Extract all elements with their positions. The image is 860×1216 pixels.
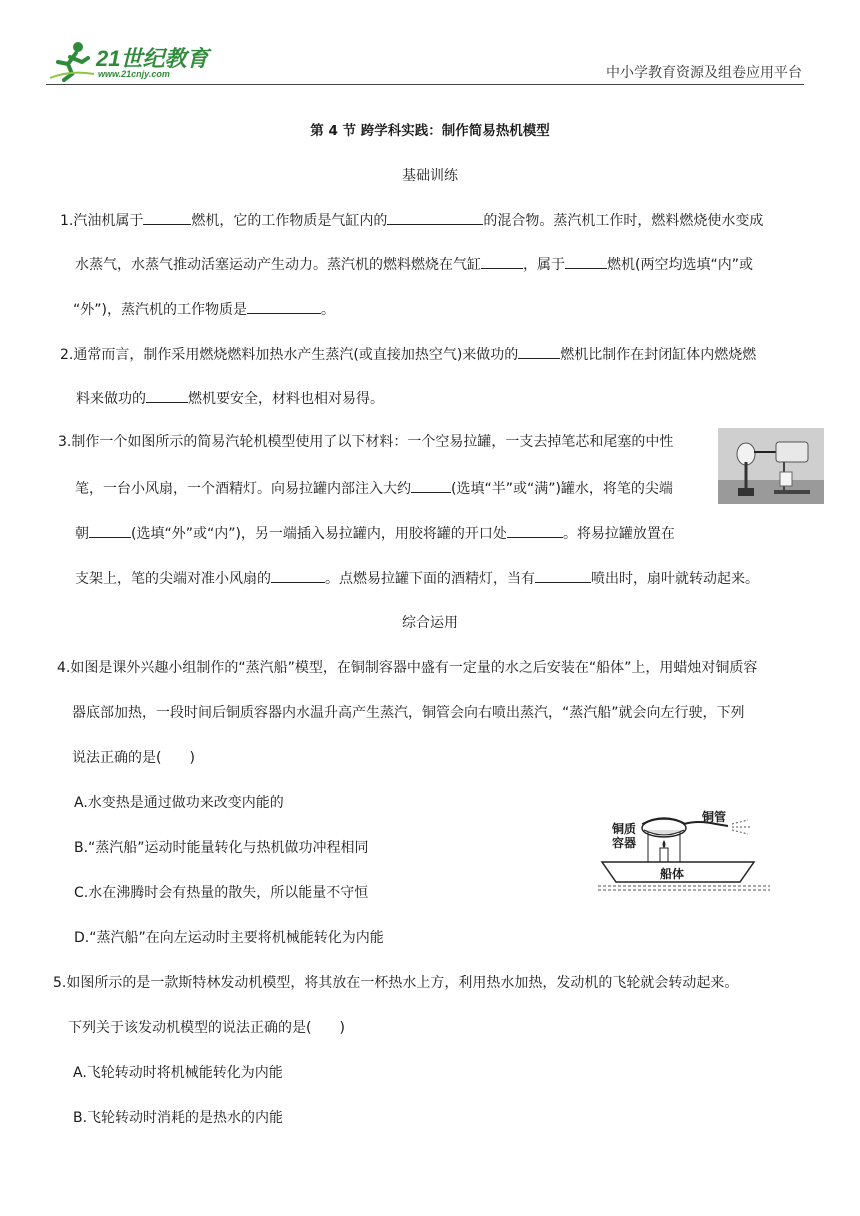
steam-boat-figure xyxy=(598,802,770,898)
q3-text: (选填“外”或“内”)，另一端插入易拉罐内，用胶将罐的开口处 xyxy=(131,526,507,542)
q4-option-a[interactable]: A.水变热是通过做功来改变内能的 xyxy=(74,795,284,811)
header-divider xyxy=(46,84,804,85)
q2-text: 燃机比制作在封闭缸体内燃烧燃 xyxy=(560,347,757,363)
page-title: 第 4 节 跨学科实践：制作简易热机模型 xyxy=(310,123,550,139)
q1-text: 的混合物。蒸汽机工作时，燃料燃烧使水变成 xyxy=(483,213,764,229)
answer-blank[interactable] xyxy=(143,210,191,225)
q5-option-a[interactable]: A.飞轮转动时将机械能转化为内能 xyxy=(73,1065,283,1081)
section-basic: 基础训练 xyxy=(402,168,458,184)
q2-text: 2.通常而言，制作采用燃烧燃料加热水产生蒸汽(或直接加热空气)来做功的 xyxy=(60,347,519,363)
q4-option-b[interactable]: B.“蒸汽船”运动时能量转化与热机做功冲程相同 xyxy=(74,840,369,856)
turbine-model-photo xyxy=(718,428,824,504)
q1-line-1 xyxy=(60,210,763,230)
answer-blank[interactable] xyxy=(247,299,321,314)
q1-text: 燃机，它的工作物质是气缸内的 xyxy=(191,213,388,229)
answer-blank[interactable] xyxy=(518,344,560,359)
logo-text: 21世纪教育 xyxy=(96,46,209,71)
label-container-line-1: 铜质 xyxy=(612,822,637,836)
q5-line-1: 5.如图所示的是一款斯特林发动机模型，将其放在一杯热水上方，利用热水加热，发动机的飞轮就会转动起来。 xyxy=(53,975,739,991)
answer-blank[interactable] xyxy=(271,568,325,583)
q3-line-3 xyxy=(75,523,675,543)
site-logo xyxy=(48,40,218,82)
label-hull: 船体 xyxy=(660,867,685,881)
q1-text: 1.汽油机属于 xyxy=(60,213,144,229)
answer-blank[interactable] xyxy=(387,210,483,225)
answer-blank[interactable] xyxy=(507,523,563,538)
q2-line-1 xyxy=(60,344,756,364)
q3-text: 喷出时，扇叶就转动起来。 xyxy=(591,571,759,587)
q3-text: 支架上，笔的尖端对准小风扇的 xyxy=(75,571,271,587)
answer-blank[interactable] xyxy=(565,254,607,269)
logo-url: www.21cnjy.com xyxy=(98,69,170,79)
q3-line-4 xyxy=(75,568,759,588)
q3-text: 。点燃易拉罐下面的酒精灯，当有 xyxy=(325,571,535,587)
label-copper-pipe: 铜管 xyxy=(702,810,727,824)
q2-text: 料来做功的 xyxy=(76,391,146,407)
q1-text: 水蒸气，水蒸气推动活塞运动产生动力。蒸汽机的燃料燃烧在气缸 xyxy=(75,257,481,273)
answer-blank[interactable] xyxy=(411,478,451,493)
q5-option-b[interactable]: B.飞轮转动时消耗的是热水的内能 xyxy=(73,1110,284,1126)
label-container-line-2: 容器 xyxy=(612,836,637,850)
q2-line-2 xyxy=(76,388,384,408)
answer-blank[interactable] xyxy=(146,388,188,403)
answer-blank[interactable] xyxy=(89,523,131,538)
q4-line-3: 说法正确的是( ) xyxy=(72,750,195,766)
q1-line-2 xyxy=(75,254,753,274)
q5-line-2: 下列关于该发动机模型的说法正确的是( ) xyxy=(68,1020,345,1036)
section-applied: 综合运用 xyxy=(402,615,458,631)
q1-line-3 xyxy=(73,299,335,319)
q1-text: 燃机(两空均选填“内”或 xyxy=(607,257,753,273)
q1-text: “外”)，蒸汽机的工作物质是 xyxy=(73,302,247,318)
q3-text: 朝 xyxy=(75,526,89,542)
answer-blank[interactable] xyxy=(535,568,591,583)
q3-text: 笔，一台小风扇，一个酒精灯。向易拉罐内部注入大约 xyxy=(75,481,411,497)
q4-line-1: 4.如图是课外兴趣小组制作的“蒸汽船”模型，在铜制容器中盛有一定量的水之后安装在“船体”上，用蜡烛对铜质容 xyxy=(57,660,758,676)
q3-line-2 xyxy=(75,478,673,498)
q1-text: ，属于 xyxy=(523,257,565,273)
q4-option-c[interactable]: C.水在沸腾时会有热量的散失，所以能量不守恒 xyxy=(74,885,369,901)
q1-text: 。 xyxy=(320,302,335,318)
platform-name: 中小学教育资源及组卷应用平台 xyxy=(606,65,802,81)
q3-text: (选填“半”或“满”)罐水，将笔的尖端 xyxy=(451,481,673,497)
q4-line-2: 器底部加热，一段时间后铜质容器内水温升高产生蒸汽，铜管会向右喷出蒸汽，“蒸汽船”就会向左行驶，下列 xyxy=(72,705,745,721)
q3-line-1: 3.制作一个如图所示的简易汽轮机模型使用了以下材料：一个空易拉罐，一支去掉笔芯和尾塞的中性 xyxy=(58,434,674,450)
q4-option-d[interactable]: D.“蒸汽船”在向左运动时主要将机械能转化为内能 xyxy=(74,930,384,946)
runner-logo-icon xyxy=(48,40,98,82)
q3-text: 。将易拉罐放置在 xyxy=(562,526,675,542)
answer-blank[interactable] xyxy=(481,254,523,269)
q2-text: 燃机要安全，材料也相对易得。 xyxy=(188,391,384,407)
